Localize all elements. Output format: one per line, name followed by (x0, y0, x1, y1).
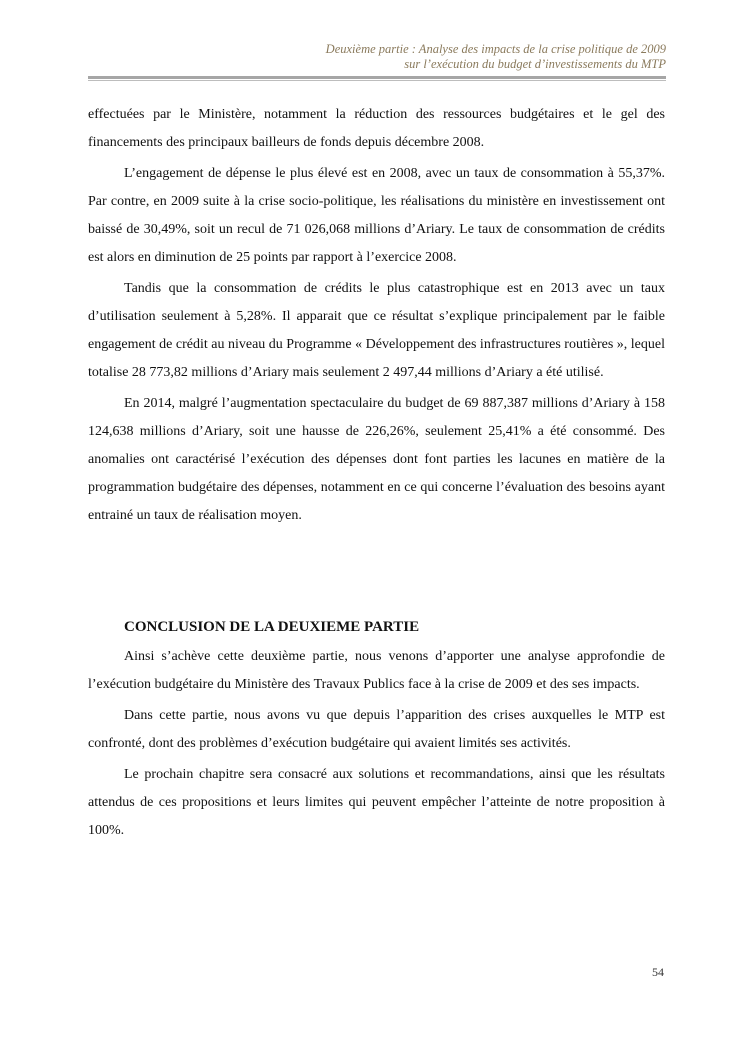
running-header-line-1: Deuxième partie : Analyse des impacts de la crise politique de 2009 (325, 42, 666, 56)
conclusion-paragraph-3: Le prochain chapitre sera consacré aux solutions et recommandations, ainsi que les résultats attendus de ces propositions et leurs limites qui peuvent empêcher l’atteinte de notre proposition à 100%. (88, 767, 665, 838)
conclusion-paragraph-1: Ainsi s’achève cette deuxième partie, nous venons d’apporter une analyse approfondie de l’exécution budgétaire du Ministère des Travaux Publics face à la crise de 2009 et des ses impacts. (88, 649, 665, 692)
paragraph-2014-budget: En 2014, malgré l’augmentation spectaculaire du budget de 69 887,387 millions d’Ariary à 158 124,638 millions d’Ariary, soit une hausse de 226,26%, seulement 25,41% a été consommé. Des anomalies ont caractérisé l’exécution des dépenses dont font parties les lacunes en matière de la programmation budgétaire des dépenses, notamment en ce qui concerne l’évaluation des besoins ayant entrainé un taux de réalisation moyen. (88, 396, 665, 523)
paragraph-2013-consumption: Tandis que la consommation de crédits le plus catastrophique est en 2013 avec un taux d’utilisation seulement à 5,28%. Il apparait que ce résultat s’explique principalement par le faible engagement de crédit au niveau du Programme « Développement des infrastructures routières », lequel totalise 28 773,82 millions d’Ariary mais seulement 2 497,44 millions d’Ariary a été utilisé. (88, 281, 665, 380)
page-body (88, 101, 665, 845)
paragraph-2008-engagement: L’engagement de dépense le plus élevé est en 2008, avec un taux de consommation à 55,37%. Par contre, en 2009 suite à la crise socio-politique, les réalisations du ministère en investissement ont baissé de 30,49%, soit un recul de 71 026,068 millions d’Ariary. Le taux de consommation de crédits est alors en diminution de 25 points par rapport à l’exercice 2008. (88, 166, 665, 265)
page-number: 54 (652, 965, 664, 979)
header-divider (88, 76, 666, 81)
conclusion-heading: CONCLUSION DE LA DEUXIEME PARTIE (124, 619, 420, 635)
paragraph-continuation: effectuées par le Ministère, notamment la réduction des ressources budgétaires et le gel des financements des principaux bailleurs de fonds depuis décembre 2008. (88, 107, 665, 150)
running-header-line-2: sur l’exécution du budget d’investissements du MTP (404, 57, 666, 71)
running-header (106, 42, 666, 72)
conclusion-paragraph-2: Dans cette partie, nous avons vu que depuis l’apparition des crises auxquelles le MTP est confronté, dont des problèmes d’exécution budgétaire qui avaient limités ses activités. (88, 708, 665, 751)
